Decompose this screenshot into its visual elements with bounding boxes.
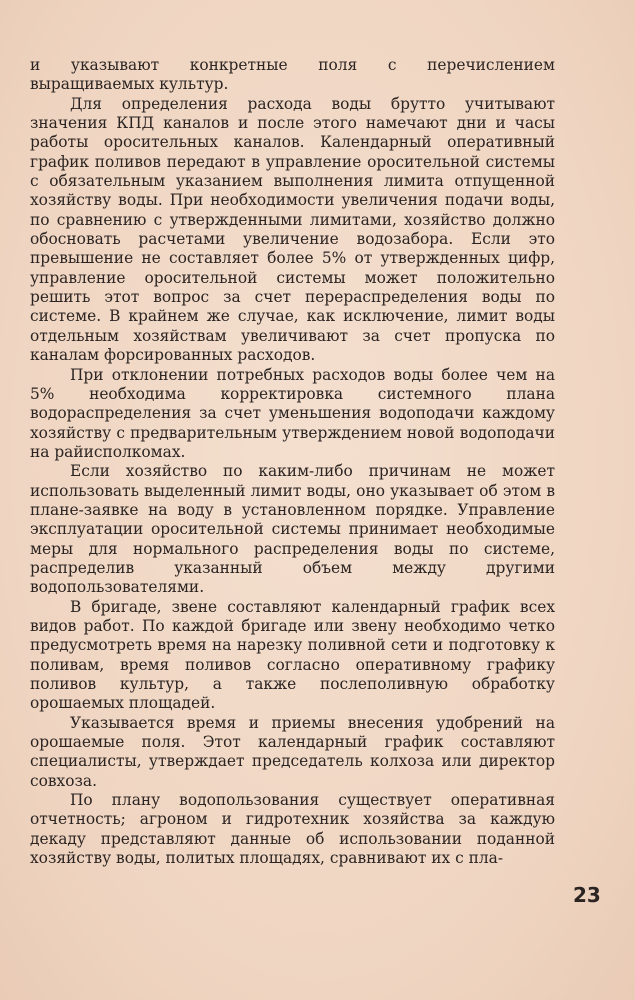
paragraph: В бригаде, звене составляют календарный график всех видов работ. По каждой бригаде или звену необходимо четко предусмотреть время на нарезку поливной сети и подготовку к поливам, время поливов согласно оперативному графику поливов культур, а также послеполивную обработку орошаемых площадей. (30, 597, 555, 713)
paragraph: По плану водопользования существует оперативная отчетность; агроном и гидротехник хозяйства за каждую декаду представляют данные об использовании поданной хозяйству воды, политых площадях, сравнивают их с пла- (30, 791, 555, 868)
paragraph: и указывают конкретные поля с перечислением выращиваемых культур. (30, 56, 555, 94)
body-text (30, 56, 555, 868)
paragraph: Для определения расхода воды брутто учитывают значения КПД каналов и после этого намечают дни и часы работы оросительных каналов. Календарный оперативный график поливов передают в управление оросительной системы с обязательным указанием выполнения лимита отпущенной хозяйству воды. При необходимости увеличения подачи воды, по сравнению с утвержденными лимитами, хозяйство должно обосновать расчетами увеличение водозабора. Если это превышение не составляет более 5% от утвержденных цифр, управление оросительной системы может положительно решить этот вопрос за счет перераспределения воды по системе. В крайнем же случае, как исключение, лимит воды отдельным хозяйствам увеличивают за счет пропуска по каналам форсированных расходов. (30, 94, 555, 365)
paragraph: При отклонении потребных расходов воды более чем на 5% необходима корректировка системного плана водораспределения за счет уменьшения водоподачи каждому хозяйству с предварительным утверждением новой водоподачи на райисполкомах. (30, 365, 555, 461)
page-number: 23 (573, 883, 601, 907)
paragraph: Указывается время и приемы внесения удобрений на орошаемые поля. Этот календарный график составляют специалисты, утверждает председатель колхоза или директор совхоза. (30, 713, 555, 790)
paragraph: Если хозяйство по каким-либо причинам не может использовать выделенный лимит воды, оно указывает об этом в плане-заявке на воду в установленном порядке. Управление эксплуатации оросительной системы принимает необходимые меры для нормального распределения воды по системе, распределив указанный объем между другими водопользователями. (30, 462, 555, 597)
